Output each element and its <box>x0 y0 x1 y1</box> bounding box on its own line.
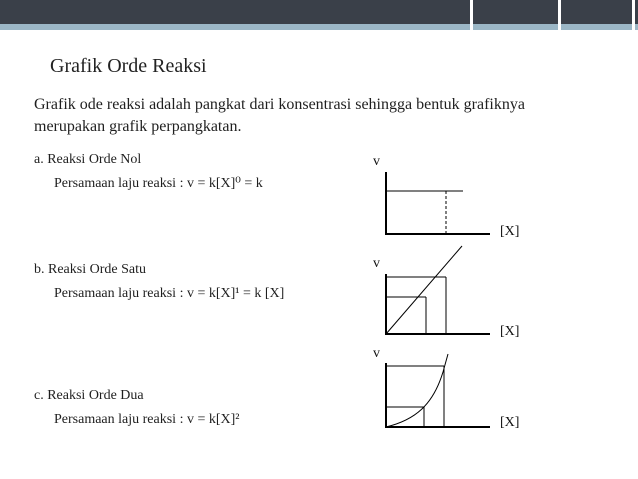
graph-zero-order <box>385 172 490 234</box>
section-heading: c. Reaksi Orde Dua <box>34 388 144 403</box>
slide-title: Grafik Orde Reaksi <box>50 55 207 77</box>
graph-x-label: [X] <box>500 415 520 430</box>
intro-text: Grafik ode reaksi adalah pangkat dari konsentrasi sehingga bentuk grafiknya merupakan grafik perpangkatan. <box>34 96 525 135</box>
section-heading: a. Reaksi Orde Nol <box>34 152 142 167</box>
rate-equation: Persamaan laju reaksi : v = k[X]⁰ = k <box>54 176 263 191</box>
rate-curve <box>386 354 448 427</box>
graph-x-label: [X] <box>500 324 520 339</box>
graph-y-label: v <box>373 154 380 169</box>
rate-equation: Persamaan laju reaksi : v = k[X]¹ = k [X] <box>54 286 285 301</box>
graph-second-order <box>385 354 490 427</box>
rate-line <box>386 246 462 334</box>
graph-y-label: v <box>373 256 380 271</box>
graph-y-label: v <box>373 346 380 361</box>
section-heading: b. Reaksi Orde Satu <box>34 262 146 277</box>
rate-equation: Persamaan laju reaksi : v = k[X]² <box>54 412 240 427</box>
graph-first-order <box>385 246 490 334</box>
graph-x-label: [X] <box>500 224 520 239</box>
